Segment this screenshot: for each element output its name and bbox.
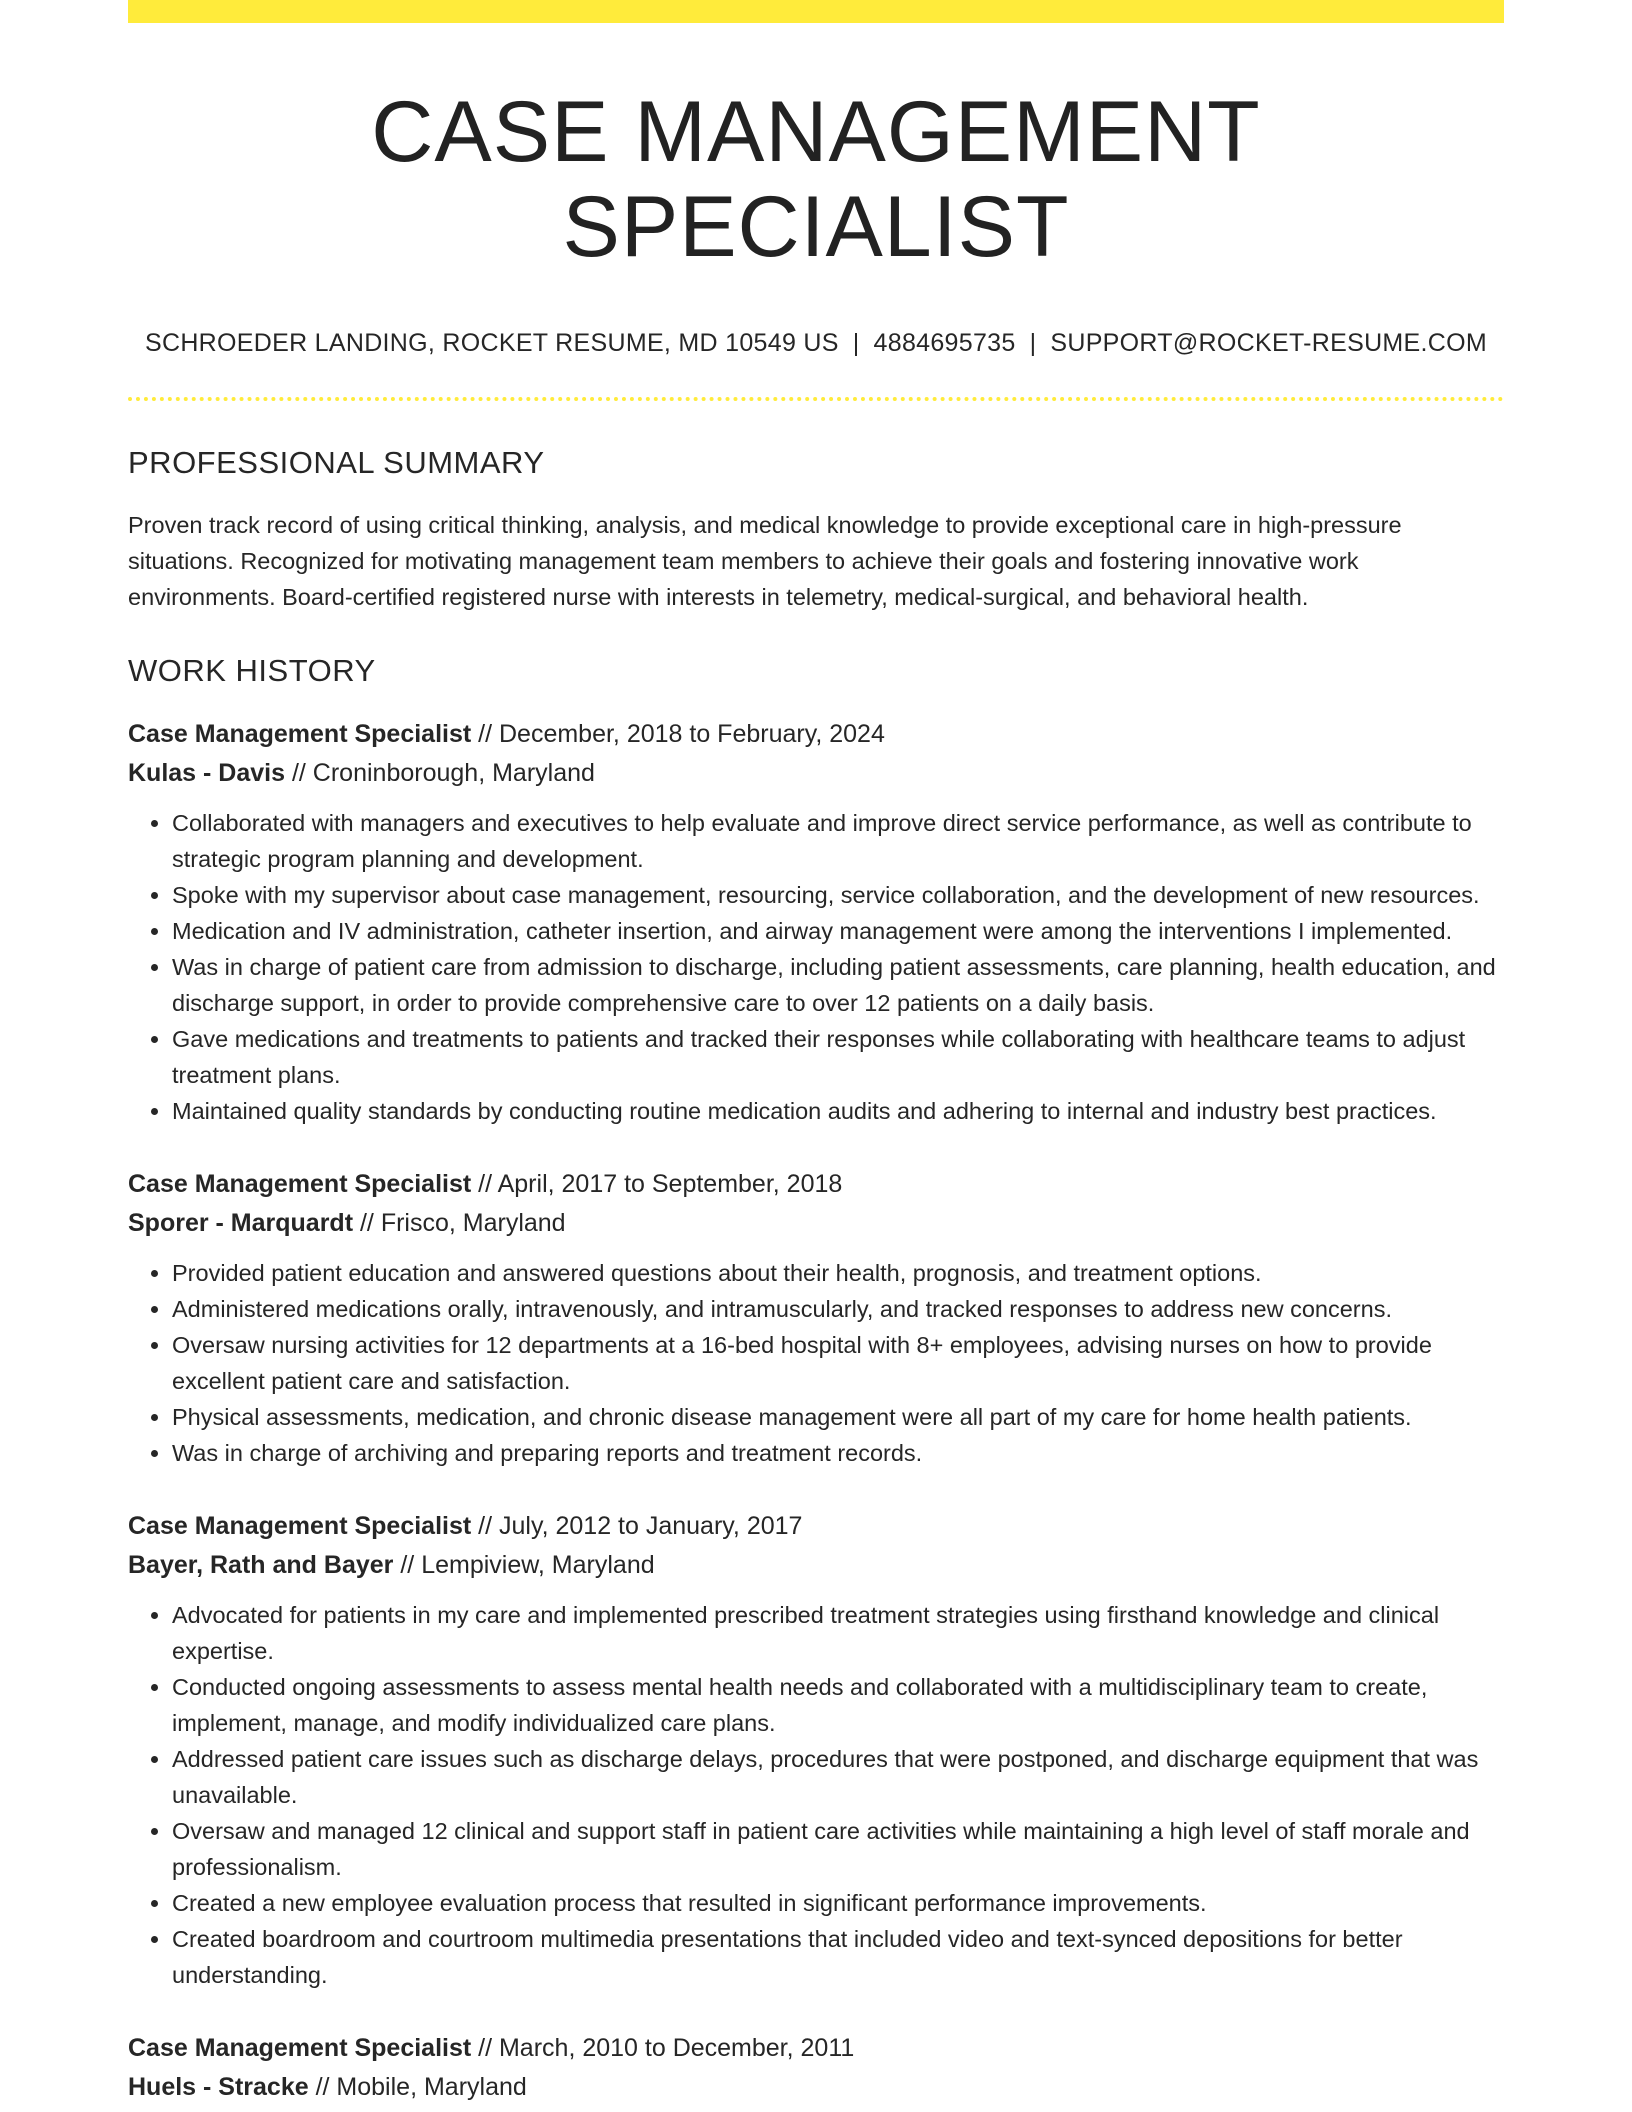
job-bullet: • Created a new employee evaluation process that resulted in significant performance improvements. xyxy=(172,1885,1504,1921)
job-bullet: • Created boardroom and courtroom multimedia presentations that included video and text-synced depositions for better understanding. xyxy=(172,1921,1504,1993)
job-company-line xyxy=(128,754,1504,793)
summary-heading: PROFESSIONAL SUMMARY xyxy=(128,445,545,481)
contact-address: SCHROEDER LANDING, ROCKET RESUME, MD 10549 US xyxy=(144,329,839,358)
job-entry xyxy=(128,1507,1504,1993)
job-company-line xyxy=(128,1546,1504,1585)
job-bullet: • Provided patient education and answered questions about their health, prognosis, and treatment options. xyxy=(172,1255,1504,1291)
job-location: // Croninborough, Maryland xyxy=(285,759,595,788)
job-entry xyxy=(128,2029,1504,2107)
job-bullet: • Was in charge of archiving and preparing reports and treatment records. xyxy=(172,1435,1504,1471)
job-bullet: • Conducted ongoing assessments to assess mental health needs and collaborated with a multidisciplinary team to create, implement, manage, and modify individualized care plans. xyxy=(172,1669,1504,1741)
contact-phone: 4884695735 xyxy=(873,329,1016,358)
job-role-line xyxy=(128,2029,1504,2068)
job-company: Kulas - Davis xyxy=(128,759,286,788)
job-bullet: • Oversaw nursing activities for 12 departments at a 16-bed hospital with 8+ employees, advising nurses on how to provide excellent patient care and satisfaction. xyxy=(172,1327,1504,1399)
job-bullet: • Spoke with my supervisor about case management, resourcing, service collaboration, and the development of new resources. xyxy=(172,877,1504,913)
job-company-line xyxy=(128,1204,1504,1243)
job-bullet: • Administered medications orally, intravenously, and intramuscularly, and tracked responses to address new concerns. xyxy=(172,1291,1504,1327)
summary-text: Proven track record of using critical thinking, analysis, and medical knowledge to provide exceptional care in high-pressure situations. Recognized for motivating management team members to achieve their goals and fostering innovative work environments. Board-certified registered nurse with interests in telemetry, medical-surgical, and behavioral health. xyxy=(128,512,1402,611)
job-bullet: • Physical assessments, medication, and chronic disease management were all part of my care for home health patients. xyxy=(172,1399,1504,1435)
job-company: Sporer - Marquardt xyxy=(128,1209,354,1238)
job-bullets xyxy=(128,1597,1504,1993)
job-role: Case Management Specialist xyxy=(128,1512,472,1541)
job-entry xyxy=(128,715,1504,1129)
job-company: Bayer, Rath and Bayer xyxy=(128,1551,394,1580)
job-dates: // March, 2010 to December, 2011 xyxy=(471,2034,855,2063)
resume-page xyxy=(128,0,1504,2107)
job-bullet: • Advocated for patients in my care and implemented prescribed treatment strategies using firsthand knowledge and clinical expertise. xyxy=(172,1597,1504,1669)
job-bullet: • Collaborated with managers and executives to help evaluate and improve direct service performance, as well as contribute to strategic program planning and development. xyxy=(172,805,1504,877)
job-bullet: • Maintained quality standards by conducting routine medication audits and adhering to internal and industry best practices. xyxy=(172,1093,1504,1129)
job-company-line xyxy=(128,2068,1504,2107)
job-role: Case Management Specialist xyxy=(128,720,472,749)
job-bullets xyxy=(128,1255,1504,1471)
job-bullets xyxy=(128,805,1504,1129)
contact-separator: | xyxy=(852,329,860,358)
job-location: // Lempiview, Maryland xyxy=(393,1551,655,1580)
job-dates: // December, 2018 to February, 2024 xyxy=(471,720,885,749)
job-company: Huels - Stracke xyxy=(128,2073,309,2102)
contact-separator: | xyxy=(1029,329,1037,358)
work-history-heading: WORK HISTORY xyxy=(128,653,376,689)
job-location: // Frisco, Maryland xyxy=(353,1209,566,1238)
resume-title: CASE MANAGEMENT SPECIALIST xyxy=(371,84,1261,275)
job-bullet: • Gave medications and treatments to patients and tracked their responses while collaborating with healthcare teams to adjust treatment plans. xyxy=(172,1021,1504,1093)
job-role-line xyxy=(128,715,1504,754)
contact-line xyxy=(128,329,1504,358)
job-role-line xyxy=(128,1507,1504,1546)
job-bullet: • Was in charge of patient care from admission to discharge, including patient assessments, care planning, health education, and discharge support, in order to provide comprehensive care to over 12 patients on a daily basis. xyxy=(172,949,1504,1021)
job-dates: // July, 2012 to January, 2017 xyxy=(471,1512,803,1541)
job-dates: // April, 2017 to September, 2018 xyxy=(471,1170,843,1199)
top-accent-bar xyxy=(128,0,1504,23)
contact-email: SUPPORT@ROCKET-RESUME.COM xyxy=(1050,329,1488,358)
job-bullet: • Oversaw and managed 12 clinical and support staff in patient care activities while maintaining a high level of staff morale and professionalism. xyxy=(172,1813,1504,1885)
job-location: // Mobile, Maryland xyxy=(308,2073,527,2102)
job-role: Case Management Specialist xyxy=(128,1170,472,1199)
dotted-divider xyxy=(128,397,1504,401)
job-role-line xyxy=(128,1165,1504,1204)
job-bullet: • Addressed patient care issues such as discharge delays, procedures that were postponed, and discharge equipment that was unavailable. xyxy=(172,1741,1504,1813)
job-role: Case Management Specialist xyxy=(128,2034,472,2063)
job-entry xyxy=(128,1165,1504,1471)
job-bullet: • Medication and IV administration, catheter insertion, and airway management were among the interventions I implemented. xyxy=(172,913,1504,949)
